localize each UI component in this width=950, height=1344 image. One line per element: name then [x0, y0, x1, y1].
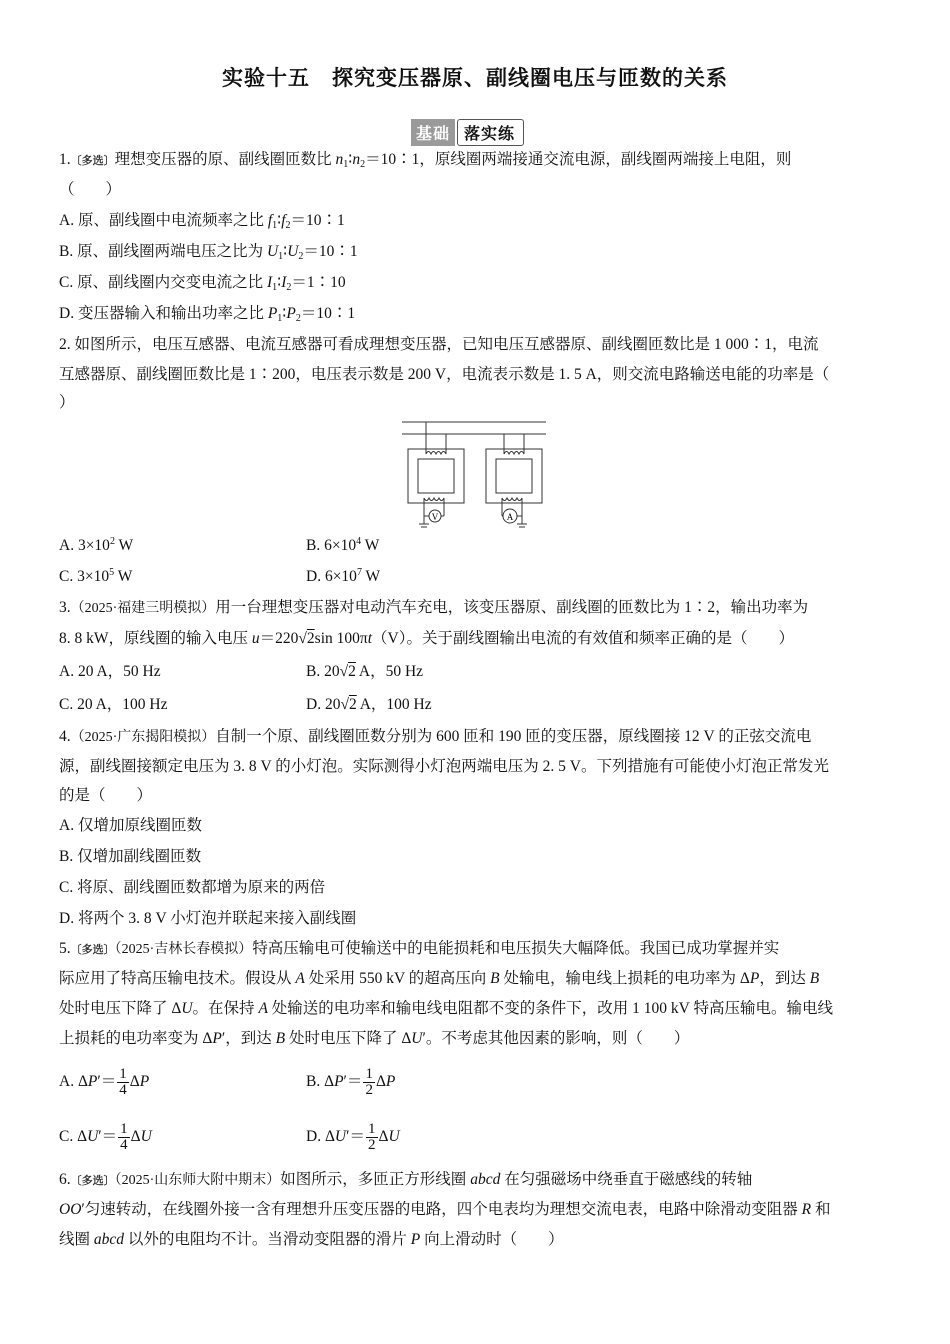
q1-paren: （ ）: [59, 181, 122, 198]
multi-select-tag: 〔多选〕: [70, 154, 115, 167]
q5-source: （2025·吉林长春模拟）: [114, 942, 253, 957]
ammeter-label: A: [506, 512, 514, 522]
q4-option-c: C. 将原、副线圈匝数都增为原来的两倍: [59, 879, 326, 896]
q1-option-d: D. 变压器输入和输出功率之比 $P_1∶P_2=10∶1$: [59, 305, 356, 324]
q4-stem-line2: 源，副线圈接额定电压为 3. 8 V 的小灯泡。实际测得小灯泡两端电压为 2. 5 V。下列措施有可能使小灯泡正常发光: [59, 758, 829, 775]
q3-options-row1: [59, 662, 893, 682]
q4-stem-line3: 的是（ ）: [59, 787, 153, 804]
q2-stem-line2: 互感器原、副线圈匝数比是 1∶200，电压表示数是 200 V，电流表示数是 1. 5 A，则交流电路输送电能的功率是（: [59, 366, 830, 383]
q1-option-a: A. 原、副线圈中电流频率之比 $f_1∶f_2=10∶1$: [59, 212, 345, 231]
page-title: 实验十五 探究变压器原、副线圈电压与匝数的关系: [222, 66, 728, 90]
q3-source: （2025·福建三明模拟）: [70, 601, 216, 616]
transformer-circuit-diagram: [400, 418, 550, 530]
section-badge: [411, 119, 524, 145]
q2-options-row1: [59, 536, 893, 556]
q2-option-c: C. $3\times 10^5$ W: [59, 567, 133, 585]
q5-options-row1: [59, 1067, 893, 1098]
q6-source: （2025·山东师大附中期末）: [114, 1173, 281, 1188]
section-badge-basic: 基础: [411, 119, 455, 146]
q3-option-a: A. 20 A，50 Hz: [59, 663, 161, 680]
q3-options-row2: [59, 695, 893, 715]
q2-options-row2: [59, 567, 893, 587]
voltmeter-label: V: [431, 512, 439, 522]
q1-option-b: B. 原、副线圈两端电压之比为 $U_1∶U_2=10∶1$: [59, 243, 358, 262]
q5-stem-line3: 处时电压下降了 ΔU。在保持 A 处输送的电功率和输电线电阻都不变的条件下，改用 1 100 kV 特高压输电。输电线: [59, 1000, 833, 1017]
q2-option-d: D. $6\times 10^7$ W: [306, 567, 381, 585]
q5-stem-line1: 5.〔多选〕（2025·吉林长春模拟）特高压输电可使输送中的电能损耗和电压损失大幅降低。我国已成功掌握并实: [59, 940, 780, 957]
q1-option-c: C. 原、副线圈内交变电流之比 $I_1∶I_2=1∶10$: [59, 274, 346, 293]
q5-option-a: A. ΔP′＝ $\frac{1}{4}$ ΔP: [59, 1066, 150, 1098]
q3-stem-line2: 8. 8 kW，原线圈的输入电压 u＝220√2sin 100πt（V）。关于副线圈输出电流的有效值和频率正确的是（ ）: [59, 630, 794, 647]
q3-option-c: C. 20 A，100 Hz: [59, 696, 168, 713]
q6-stem-line3: 线圈 abcd 以外的电阻均不计。当滑动变阻器的滑片 P 向上滑动时（ ）: [59, 1231, 564, 1248]
q4-option-a: A. 仅增加原线圈匝数: [59, 817, 202, 834]
q2-option-a: A. $3\times 10^2$ W: [59, 536, 134, 554]
q5-option-b: B. ΔP′＝ $\frac{1}{2}$ ΔP: [306, 1066, 396, 1098]
q2-stem-line3: ）: [59, 394, 75, 411]
q4-source: （2025·广东揭阳模拟）: [70, 730, 216, 745]
q4-stem-line1: 4.（2025·广东揭阳模拟）自制一个原、副线圈匝数分别为 600 匝和 190 匝的变压器，原线圈接 12 V 的正弦交流电: [59, 728, 812, 745]
q3-option-b: B. 20√2 A，50 Hz: [306, 663, 424, 680]
q5-options-row2: [59, 1122, 893, 1153]
q3-option-d: D. 20√2 A，100 Hz: [306, 696, 432, 713]
q6-stem-line2: OO′匀速转动，在线圈外接一含有理想升压变压器的电路，四个电表均为理想交流电表，电路中除滑动变阻器 R 和: [59, 1201, 831, 1218]
multi-select-tag: 〔多选〕: [70, 943, 115, 956]
q2-stem-line1: 2. 如图所示，电压互感器、电流互感器可看成理想变压器，已知电压互感器原、副线圈匝数比是 1 000∶1，电流: [59, 336, 819, 353]
q6-stem-line1: 6.〔多选〕（2025·山东师大附中期末）如图所示，多匝正方形线圈 abcd 在匀强磁场中绕垂直于磁感线的转轴: [59, 1171, 753, 1188]
q2-option-b: B. $6\times 10^4$ W: [306, 536, 380, 554]
q1-stem: 1.〔多选〕理想变压器的原、副线圈匝数比 $n_1∶n_2=10∶1$，原线圈两端接通交流电源，副线圈两端接上电阻，则: [59, 151, 792, 170]
multi-select-tag: 〔多选〕: [70, 1174, 115, 1187]
section-badge-practice: 落实练: [457, 119, 524, 146]
q5-option-c: C. ΔU′＝ $\frac{1}{4}$ ΔU: [59, 1121, 152, 1153]
q4-option-d: D. 将两个 3. 8 V 小灯泡并联起来接入副线圈: [59, 910, 357, 927]
q5-stem-line4: 上损耗的电功率变为 ΔP′，到达 B 处时电压下降了 ΔU′。不考虑其他因素的影响，则（ ）: [59, 1030, 690, 1047]
q4-option-b: B. 仅增加副线圈匝数: [59, 848, 202, 865]
q3-stem-line1: 3.（2025·福建三明模拟）用一台理想变压器对电动汽车充电，该变压器原、副线圈的匝数比为 1∶2，输出功率为: [59, 599, 809, 616]
q5-option-d: D. ΔU′＝ $\frac{1}{2}$ ΔU: [306, 1121, 400, 1153]
q5-stem-line2: 际应用了特高压输电技术。假设从 A 处采用 550 kV 的超高压向 B 处输电，输电线上损耗的电功率为 ΔP，到达 B: [59, 970, 820, 987]
